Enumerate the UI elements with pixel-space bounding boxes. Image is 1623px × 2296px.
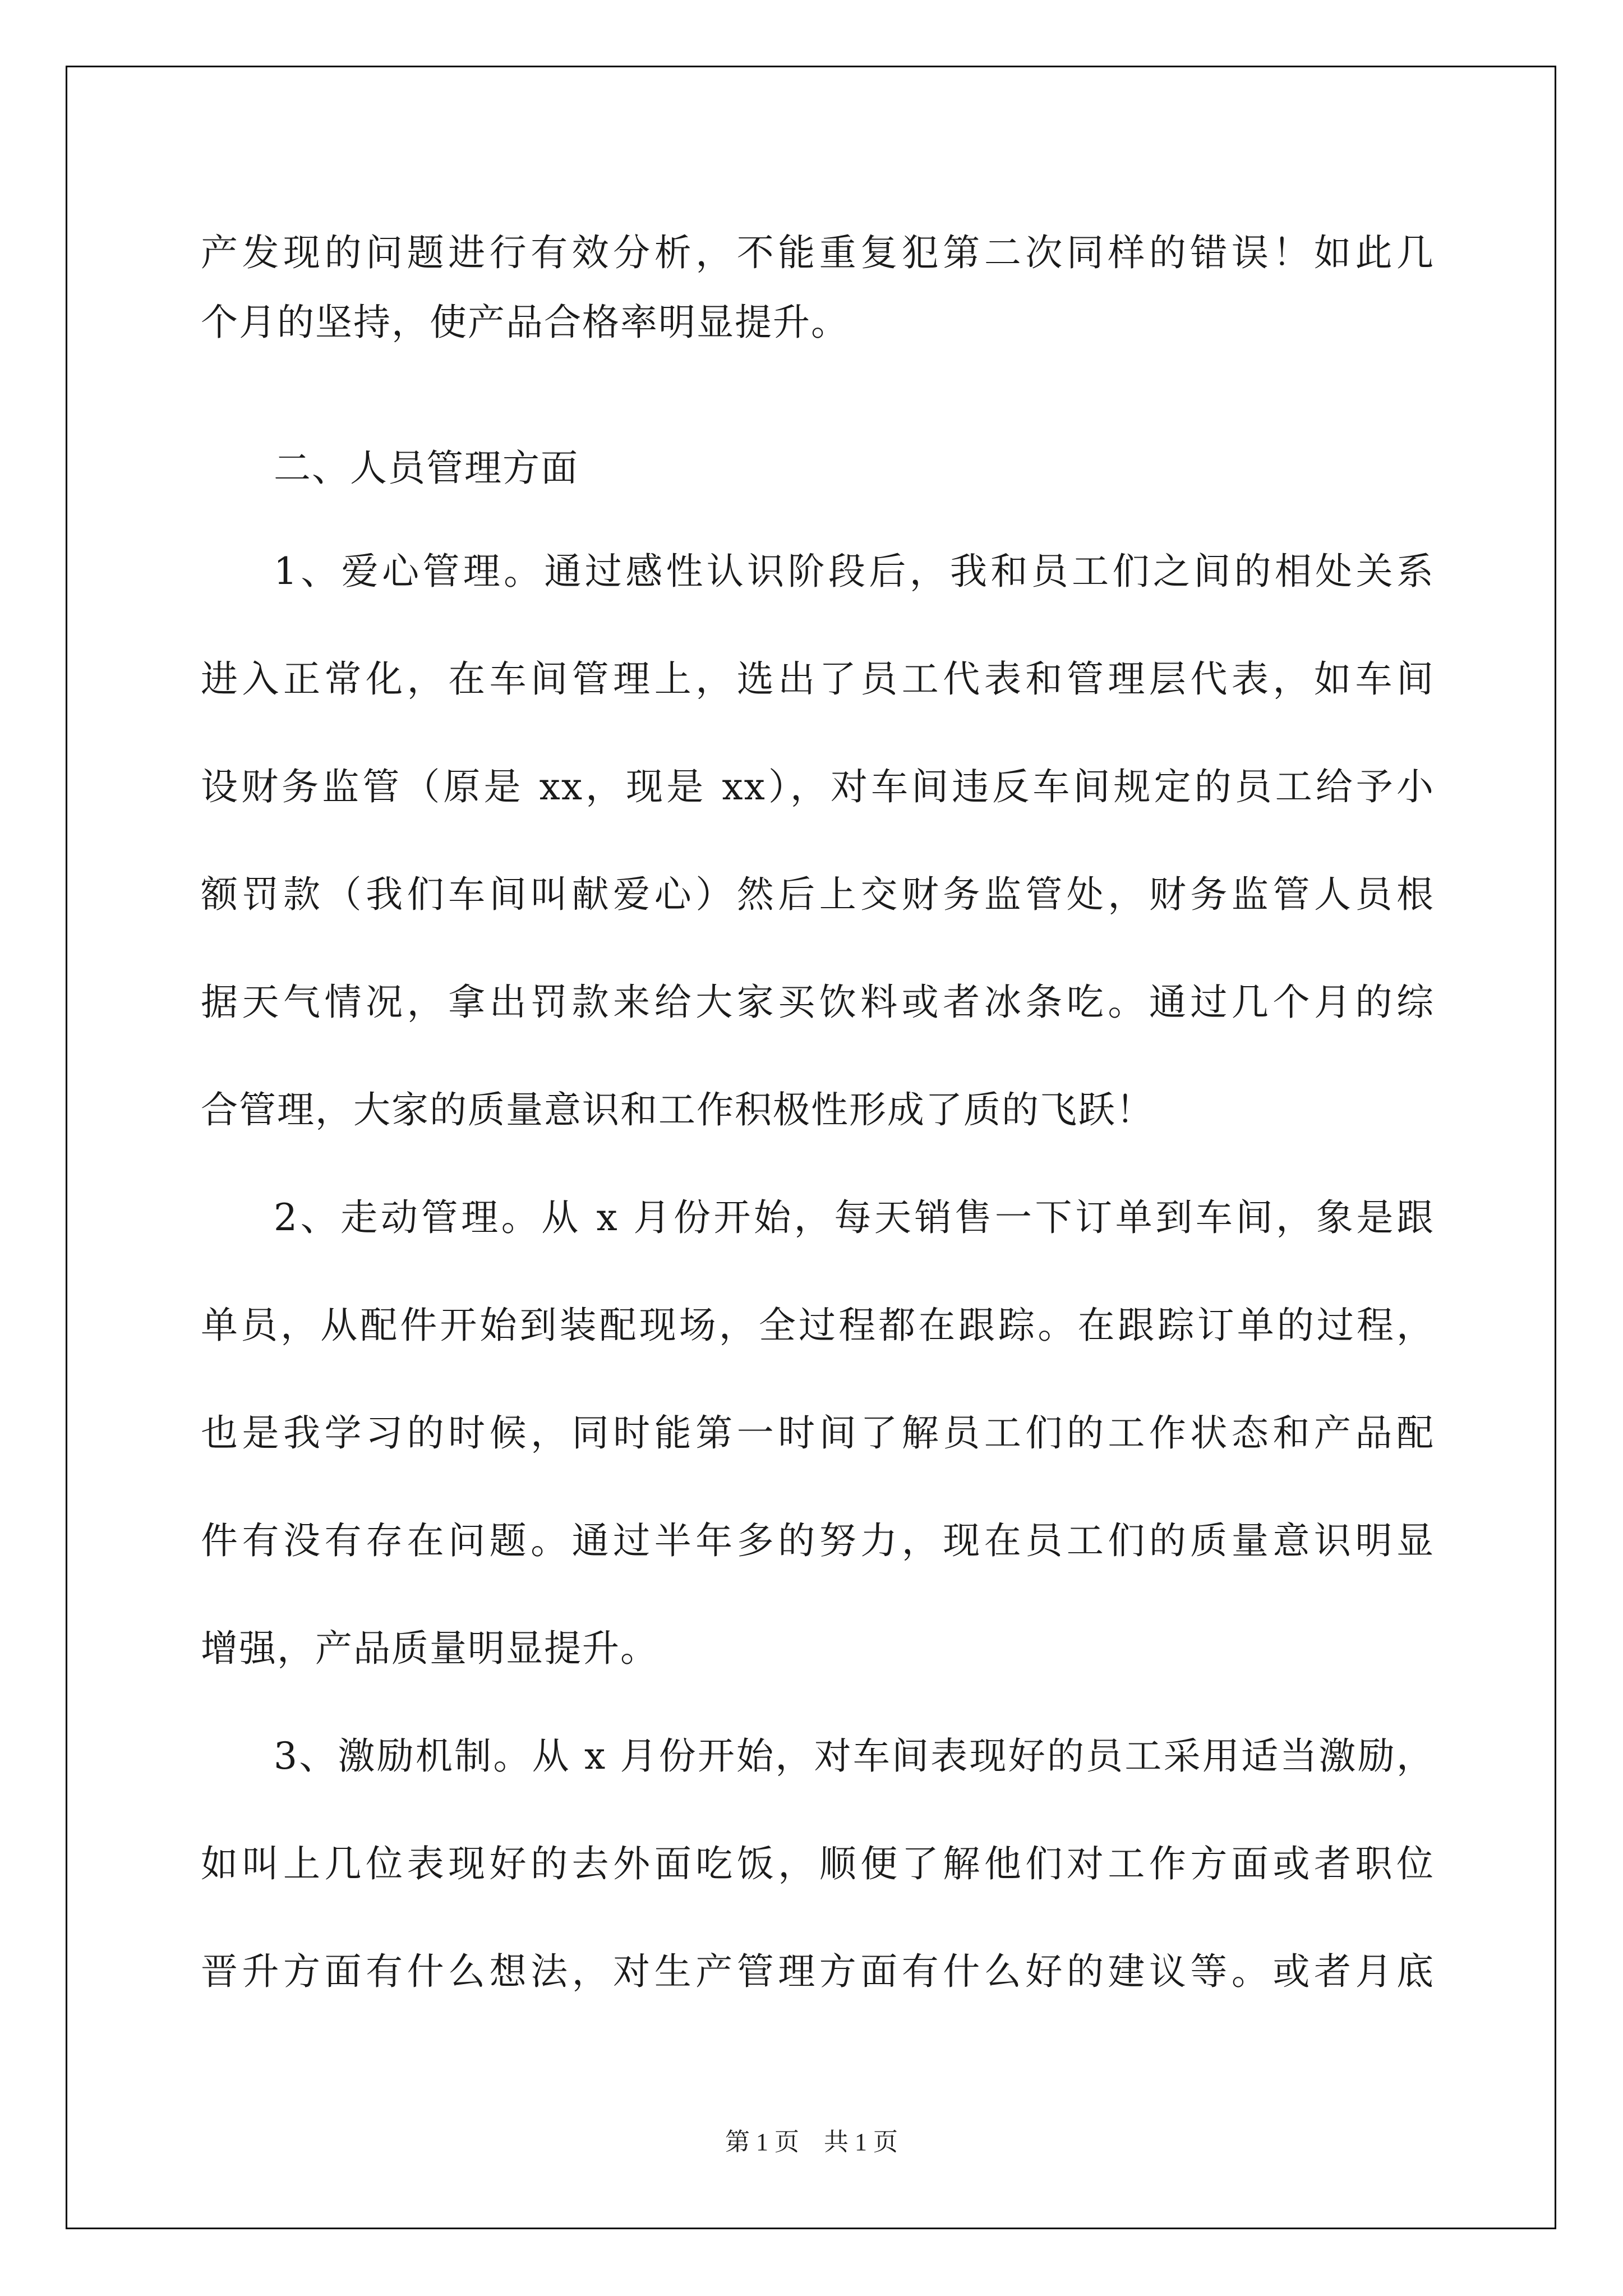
body-line: 单员，从配件开始到装配现场，全过程都在跟踪。在跟踪订单的过程， xyxy=(201,1304,1435,1347)
section-heading: 二、人员管理方面 xyxy=(274,447,579,490)
body-line: 额罚款（我们车间叫献爱心）然后上交财务监管处，财务监管人员根 xyxy=(201,873,1435,916)
page-number: 第 1 页 共 1 页 xyxy=(725,2128,898,2156)
body-line: 晋升方面有什么想法，对生产管理方面有什么好的建议等。或者月底 xyxy=(201,1950,1435,1993)
paragraph-first-line: 1、爱心管理。通过感性认识阶段后，我和员工们之间的相处关系 xyxy=(274,550,1435,593)
body-line: 设财务监管（原是 xx，现是 xx），对车间违反车间规定的员工给予小 xyxy=(201,765,1435,808)
body-line: 进入正常化，在车间管理上，选出了员工代表和管理层代表，如车间 xyxy=(201,657,1435,701)
body-line: 件有没有存在问题。通过半年多的努力，现在员工们的质量意识明显 xyxy=(201,1519,1435,1562)
body-line: 合管理，大家的质量意识和工作积极性形成了质的飞跃！ xyxy=(201,1088,1154,1131)
body-line: 个月的坚持，使产品合格率明显提升。 xyxy=(201,301,849,344)
body-line: 如叫上几位表现好的去外面吃饭，顺便了解他们对工作方面或者职位 xyxy=(201,1842,1435,1885)
paragraph-first-line: 3、激励机制。从 x 月份开始，对车间表现好的员工采用适当激励， xyxy=(274,1734,1435,1778)
body-line: 增强，产品质量明显提升。 xyxy=(201,1627,658,1670)
body-line: 据天气情况，拿出罚款来给大家买饮料或者冰条吃。通过几个月的综 xyxy=(201,981,1435,1024)
page-border xyxy=(66,66,1556,2229)
body-line: 也是我学习的时候，同时能第一时间了解员工们的工作状态和产品配 xyxy=(201,1411,1435,1455)
body-line: 产发现的问题进行有效分析，不能重复犯第二次同样的错误！如此几 xyxy=(201,231,1435,274)
paragraph-first-line: 2、走动管理。从 x 月份开始，每天销售一下订单到车间，象是跟 xyxy=(274,1196,1435,1239)
